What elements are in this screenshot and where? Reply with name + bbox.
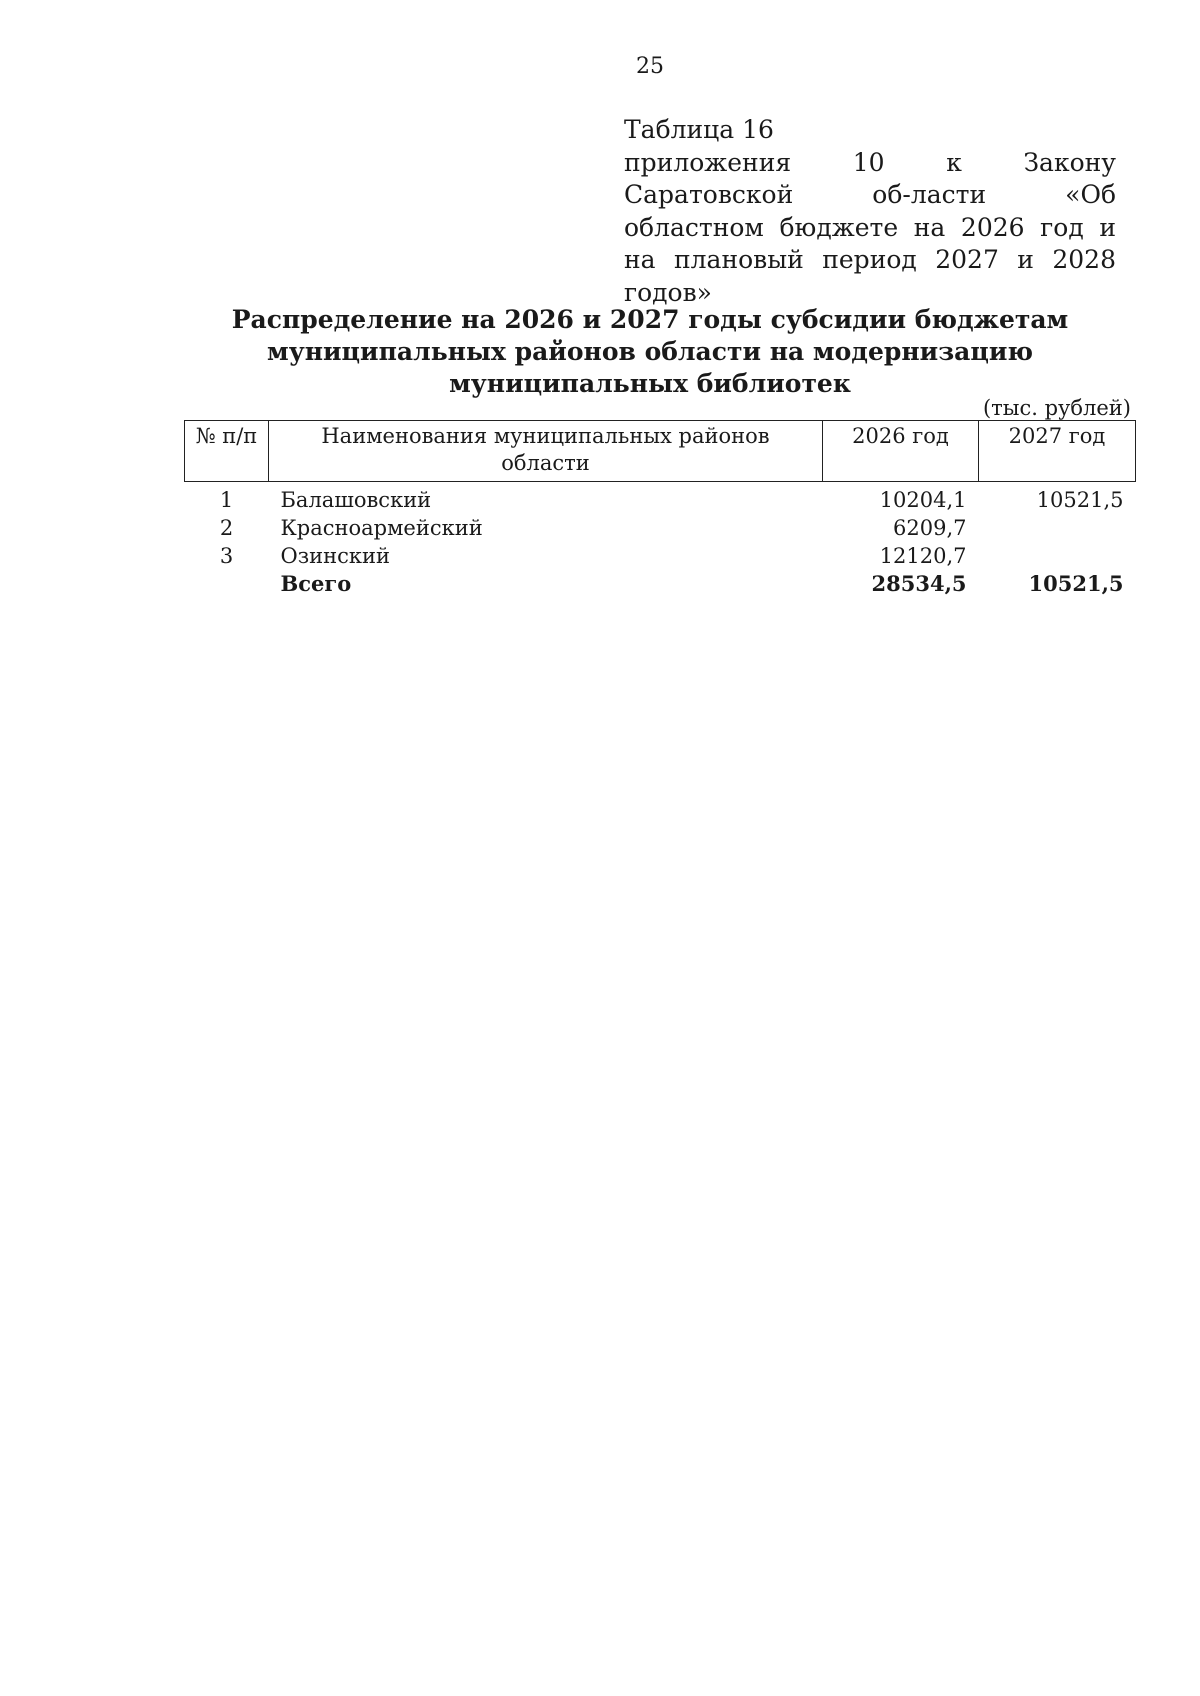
appendix-reference-block <box>624 114 1116 309</box>
district-name: Красноармейский <box>280 516 483 540</box>
total-2026: 28534,5 <box>871 571 967 596</box>
district-name: Озинский <box>280 544 391 568</box>
total-row-number-empty <box>185 570 269 598</box>
units-note: (тыс. рублей) <box>982 396 1131 420</box>
value-2026: 10204,1 <box>879 488 967 512</box>
table-row <box>185 542 1136 570</box>
law-reference: приложения 10 к Закону Саратовской об-ласти «Об областном бюджете на 2026 год и на плановый период 2027 и 2028 годов» <box>624 147 1116 307</box>
total-label: Всего <box>280 571 352 596</box>
value-2026: 12120,7 <box>879 544 967 568</box>
table-body <box>185 482 1136 599</box>
total-2027: 10521,5 <box>1028 571 1124 596</box>
subsidy-distribution-table <box>184 420 1136 598</box>
row-number: 3 <box>219 544 234 568</box>
value-2027 <box>979 514 1136 542</box>
table-header <box>185 421 1136 482</box>
table-row <box>185 482 1136 515</box>
row-number: 1 <box>219 488 234 512</box>
page-number: 25 <box>636 54 664 79</box>
header-year-2026: 2026 год <box>823 421 979 482</box>
table-header-row <box>185 421 1136 482</box>
document-title: Распределение на 2026 и 2027 годы субсидии бюджетам муниципальных районов области на модернизацию муниципальных библиотек <box>231 305 1069 398</box>
header-year-2027: 2027 год <box>979 421 1136 482</box>
value-2027: 10521,5 <box>1036 488 1124 512</box>
total-row <box>185 570 1136 598</box>
header-district-name: Наименования муниципальных районов области <box>269 421 823 482</box>
table-row <box>185 514 1136 542</box>
district-name: Балашовский <box>280 488 432 512</box>
value-2027 <box>979 542 1136 570</box>
table-label: Таблица 16 <box>624 115 774 144</box>
row-number: 2 <box>219 516 234 540</box>
header-number: № п/п <box>185 421 269 482</box>
value-2026: 6209,7 <box>893 516 967 540</box>
